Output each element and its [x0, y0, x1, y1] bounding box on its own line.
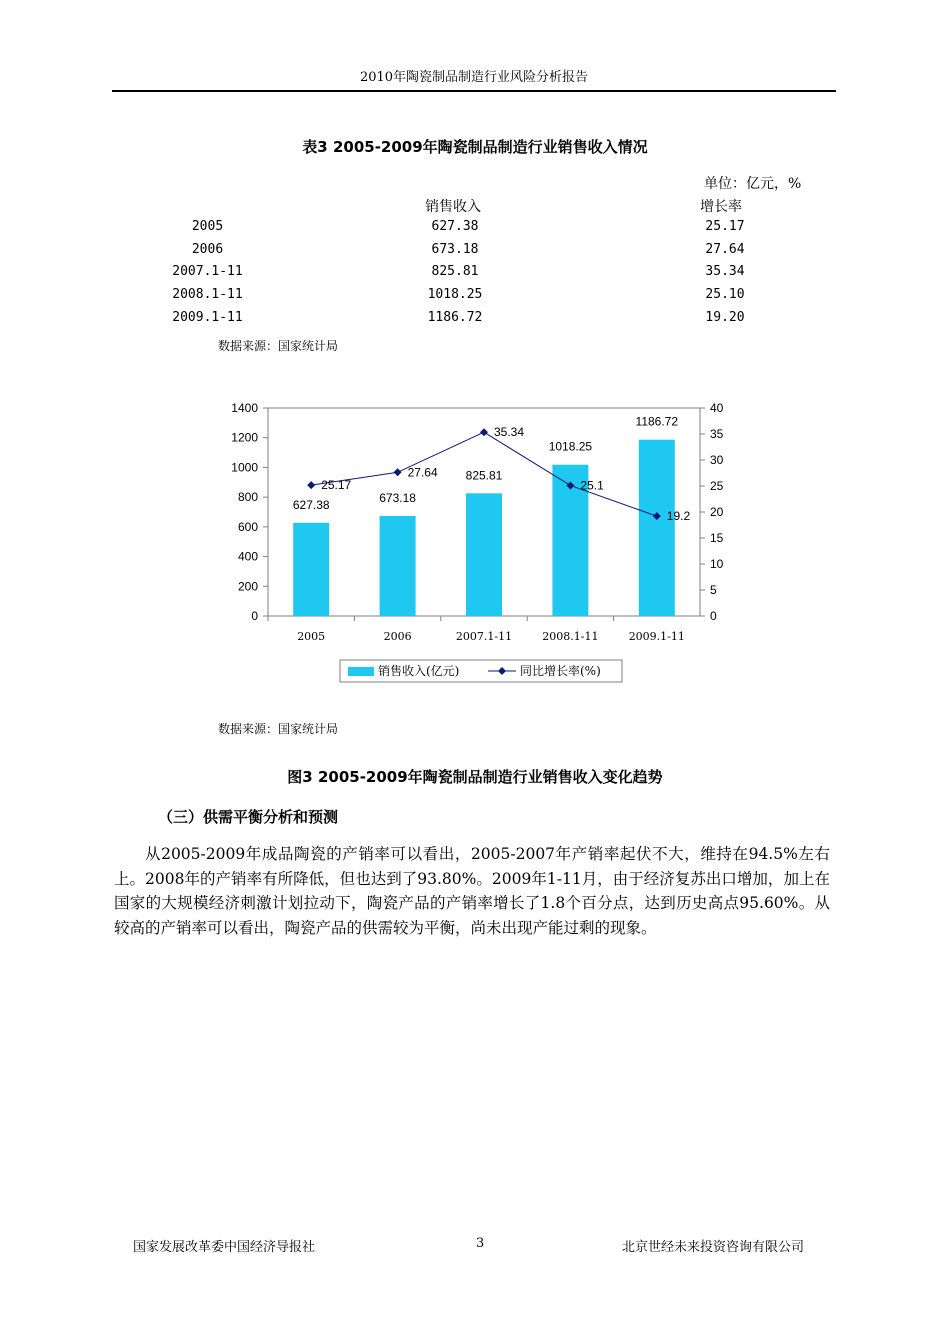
growth-data-label: 25.1 [580, 478, 604, 493]
growth-data-label: 25.17 [321, 478, 352, 493]
y2-tick-label: 20 [710, 505, 724, 519]
bar-data-label: 627.38 [292, 497, 330, 512]
y2-tick-label: 30 [710, 453, 724, 467]
bar-data-label: 673.18 [379, 490, 416, 505]
table-cell-sales: 673.18 [431, 242, 479, 257]
table-row [0, 242, 950, 264]
y2-tick-label: 15 [710, 531, 724, 545]
table-cell-rate: 35.34 [705, 264, 745, 279]
y-tick-label: 1200 [231, 430, 258, 445]
y2-tick-label: 35 [710, 427, 724, 441]
y2-tick-label: 10 [710, 557, 724, 571]
page-header: 2010年陶瓷制品制造行业风险分析报告 [112, 68, 836, 92]
y-tick-label: 400 [237, 549, 258, 564]
y2-tick-label: 0 [710, 609, 717, 623]
x-tick-label: 2008.1-11 [542, 630, 599, 643]
table-cell-sales: 825.81 [431, 264, 479, 279]
table-cell-year: 2005 [191, 219, 224, 234]
table-row [0, 219, 950, 241]
legend-bar-swatch [348, 667, 374, 676]
table-source: 数据来源：国家统计局 [218, 339, 339, 353]
y-tick-label: 200 [237, 579, 258, 594]
bar [639, 440, 675, 616]
x-tick-label: 2007.1-11 [455, 630, 513, 643]
growth-data-label: 27.64 [407, 465, 438, 480]
section-title: （三）供需平衡分析和预测 [158, 808, 339, 826]
bar [466, 493, 502, 616]
table-cell-rate: 19.20 [705, 310, 745, 325]
sales-chart [200, 392, 740, 692]
table-cell-year: 2008.1-11 [172, 287, 243, 302]
table-cell-sales: 627.38 [431, 219, 479, 234]
table-header-growth: 增长率 [700, 199, 742, 215]
table-cell-sales: 1186.72 [427, 310, 483, 325]
x-tick-label: 2005 [297, 630, 326, 643]
table-row [0, 287, 950, 309]
page-number: 3 [476, 1236, 485, 1251]
table-title: 表3 2005-2009年陶瓷制品制造行业销售收入情况 [302, 138, 648, 156]
table-cell-year: 2007.1-11 [172, 264, 243, 279]
x-tick-label: 2006 [383, 630, 412, 643]
bar-data-label: 1186.72 [635, 414, 679, 429]
y-tick-label: 800 [237, 490, 258, 505]
y2-tick-label: 5 [710, 583, 717, 597]
table-cell-rate: 25.10 [705, 287, 745, 302]
growth-marker [394, 468, 402, 476]
figure-source: 数据来源：国家统计局 [218, 722, 339, 736]
table-cell-rate: 25.17 [705, 219, 745, 234]
body-paragraph: 从2005-2009年成品陶瓷的产销率可以看出，2005-2007年产销率起伏不大，维持在94.5%左右上。2008年的产销率有所降低，但也达到了93.80%。2009年1-11月，由于经济复苏出口增加，加上在国家的大规模经济刺激计划拉动下，陶瓷产品的产销率增长了1.8个百分点，达到历史高点95.60%。从较高的产销率可以看出，陶瓷产品的供需较为平衡，尚未出现产能过剩的现象。 [114, 845, 830, 937]
growth-data-label: 35.34 [494, 425, 525, 440]
footer-company: 北京世经未来投资咨询有限公司 [622, 1240, 805, 1255]
y-tick-label: 0 [251, 609, 258, 623]
table-header-sales: 销售收入 [425, 199, 481, 215]
growth-marker [480, 428, 488, 436]
figure-title: 图3 2005-2009年陶瓷制品制造行业销售收入变化趋势 [287, 768, 663, 786]
legend-bar-label: 销售收入(亿元) [378, 664, 460, 678]
y-tick-label: 1000 [231, 460, 258, 475]
legend-line-label: 同比增长率(%) [520, 664, 601, 678]
table-row [0, 264, 950, 286]
table-cell-rate: 27.64 [705, 242, 745, 257]
bar [380, 516, 416, 616]
y-tick-label: 600 [237, 519, 258, 534]
y-tick-label: 1400 [231, 401, 258, 415]
bar-data-label: 825.81 [465, 468, 503, 483]
y2-tick-label: 40 [710, 401, 724, 415]
x-tick-label: 2009.1-11 [628, 630, 685, 643]
growth-marker [307, 481, 315, 489]
footer-publisher: 国家发展改革委中国经济导报社 [133, 1240, 316, 1255]
y2-tick-label: 25 [710, 479, 724, 493]
growth-data-label: 19.2 [666, 509, 691, 524]
bar-data-label: 1018.25 [548, 439, 593, 454]
table-cell-year: 2006 [191, 242, 224, 257]
bar [293, 523, 329, 616]
table-cell-year: 2009.1-11 [172, 310, 243, 325]
table-cell-sales: 1018.25 [427, 287, 483, 302]
table-unit: 单位：亿元，% [704, 176, 802, 192]
table-row [0, 310, 950, 332]
